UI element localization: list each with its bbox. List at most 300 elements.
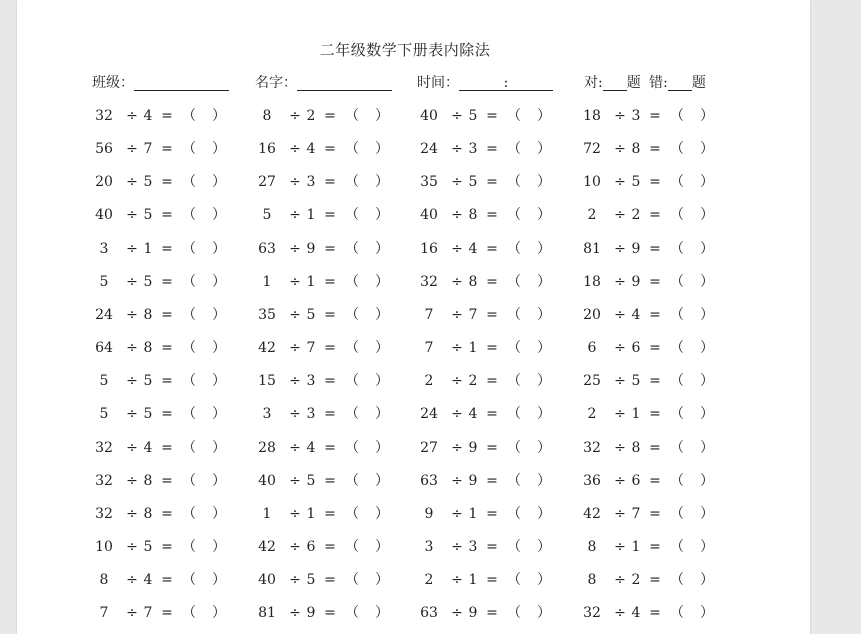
time-field (417, 73, 553, 93)
divisor: 3 (306, 373, 316, 390)
equals-sign: = (161, 373, 173, 390)
answer-close-paren: ） (375, 141, 389, 158)
divisor: 8 (631, 439, 641, 456)
equals-sign: = (324, 174, 336, 191)
answer-open-paren: （ (507, 605, 521, 622)
answer-open-paren: （ (345, 538, 359, 555)
answer-open-paren: （ (507, 207, 521, 224)
equals-sign: = (324, 572, 336, 589)
equals-sign: = (324, 306, 336, 323)
divide-sign: ÷ (451, 240, 463, 257)
equals-sign: = (649, 472, 661, 489)
answer-close-paren: ） (212, 605, 226, 622)
dividend: 8 (99, 572, 109, 589)
divisor: 7 (143, 605, 153, 622)
answer-close-paren: ） (700, 373, 714, 390)
answer-open-paren: （ (345, 406, 359, 423)
answer-open-paren: （ (345, 174, 359, 191)
equals-sign: = (161, 141, 173, 158)
divisor: 9 (468, 605, 478, 622)
answer-close-paren: ） (537, 505, 551, 522)
answer-open-paren: （ (345, 439, 359, 456)
divisor: 6 (631, 340, 641, 357)
answer-open-paren: （ (182, 505, 196, 522)
dividend: 32 (420, 273, 438, 290)
dividend: 32 (95, 505, 113, 522)
divide-sign: ÷ (289, 174, 301, 191)
answer-close-paren: ） (212, 439, 226, 456)
answer-close-paren: ） (700, 439, 714, 456)
dividend: 5 (99, 406, 109, 423)
dividend: 72 (583, 141, 601, 158)
answer-close-paren: ） (212, 174, 226, 191)
equals-sign: = (649, 207, 661, 224)
answer-open-paren: （ (670, 373, 684, 390)
answer-open-paren: （ (182, 306, 196, 323)
name-blank (297, 76, 392, 91)
divisor: 5 (306, 472, 316, 489)
divide-sign: ÷ (126, 373, 138, 390)
dividend: 40 (258, 572, 276, 589)
divide-sign: ÷ (289, 273, 301, 290)
dividend: 36 (583, 472, 601, 489)
answer-close-paren: ） (375, 472, 389, 489)
divide-sign: ÷ (289, 240, 301, 257)
equals-sign: = (649, 505, 661, 522)
answer-open-paren: （ (507, 108, 521, 124)
divide-sign: ÷ (614, 605, 626, 622)
correct-label: 对: (584, 75, 603, 91)
divide-sign: ÷ (126, 340, 138, 357)
answer-close-paren: ） (537, 538, 551, 555)
dividend: 27 (258, 174, 276, 191)
divisor: 5 (143, 373, 153, 390)
answer-open-paren: （ (345, 572, 359, 589)
divisor: 2 (306, 108, 316, 124)
answer-close-paren: ） (700, 605, 714, 622)
divide-sign: ÷ (451, 406, 463, 423)
divide-sign: ÷ (289, 340, 301, 357)
divide-sign: ÷ (614, 406, 626, 423)
answer-close-paren: ） (700, 240, 714, 257)
dividend: 81 (258, 605, 276, 622)
divisor: 4 (468, 406, 478, 423)
answer-close-paren: ） (212, 273, 226, 290)
divide-sign: ÷ (289, 472, 301, 489)
equals-sign: = (324, 472, 336, 489)
dividend: 10 (583, 174, 601, 191)
dividend: 1 (262, 505, 272, 522)
divisor: 6 (306, 538, 316, 555)
equals-sign: = (649, 538, 661, 555)
divisor: 2 (468, 373, 478, 390)
equals-sign: = (161, 605, 173, 622)
answer-open-paren: （ (182, 340, 196, 357)
divisor: 5 (143, 207, 153, 224)
equals-sign: = (649, 240, 661, 257)
divide-sign: ÷ (289, 572, 301, 589)
divisor: 8 (143, 340, 153, 357)
answer-close-paren: ） (375, 572, 389, 589)
equals-sign: = (486, 472, 498, 489)
equals-sign: = (161, 174, 173, 191)
dividend: 7 (424, 340, 434, 357)
answer-open-paren: （ (182, 273, 196, 290)
divide-sign: ÷ (614, 240, 626, 257)
dividend: 40 (95, 207, 113, 224)
answer-open-paren: （ (670, 174, 684, 191)
divide-sign: ÷ (126, 406, 138, 423)
equals-sign: = (324, 505, 336, 522)
divisor: 5 (306, 306, 316, 323)
divide-sign: ÷ (614, 373, 626, 390)
divisor: 8 (143, 306, 153, 323)
equals-sign: = (649, 406, 661, 423)
divisor: 9 (306, 240, 316, 257)
divisor: 5 (631, 373, 641, 390)
answer-close-paren: ） (537, 141, 551, 158)
divide-sign: ÷ (126, 538, 138, 555)
divisor: 1 (306, 273, 316, 290)
divide-sign: ÷ (451, 273, 463, 290)
equals-sign: = (486, 505, 498, 522)
divisor: 1 (631, 406, 641, 423)
divide-sign: ÷ (614, 174, 626, 191)
dividend: 32 (583, 439, 601, 456)
time-blank-hours (459, 76, 500, 91)
answer-open-paren: （ (345, 141, 359, 158)
answer-open-paren: （ (345, 108, 359, 124)
answer-close-paren: ） (375, 108, 389, 124)
divide-sign: ÷ (126, 505, 138, 522)
divide-sign: ÷ (289, 505, 301, 522)
divide-sign: ÷ (126, 207, 138, 224)
answer-close-paren: ） (212, 572, 226, 589)
answer-close-paren: ） (537, 273, 551, 290)
dividend: 32 (95, 439, 113, 456)
dividend: 81 (583, 240, 601, 257)
divisor: 3 (468, 141, 478, 158)
equals-sign: = (486, 240, 498, 257)
answer-open-paren: （ (182, 108, 196, 124)
answer-close-paren: ） (700, 472, 714, 489)
equals-sign: = (161, 306, 173, 323)
dividend: 7 (99, 605, 109, 622)
dividend: 40 (420, 207, 438, 224)
equals-sign: = (486, 306, 498, 323)
divisor: 1 (468, 572, 478, 589)
answer-open-paren: （ (507, 505, 521, 522)
dividend: 2 (587, 207, 597, 224)
answer-open-paren: （ (507, 538, 521, 555)
answer-open-paren: （ (507, 373, 521, 390)
equals-sign: = (161, 505, 173, 522)
equals-sign: = (161, 240, 173, 257)
equals-sign: = (161, 207, 173, 224)
equals-sign: = (324, 538, 336, 555)
divide-sign: ÷ (614, 340, 626, 357)
answer-open-paren: （ (182, 605, 196, 622)
answer-close-paren: ） (212, 240, 226, 257)
divide-sign: ÷ (614, 538, 626, 555)
equals-sign: = (486, 141, 498, 158)
answer-close-paren: ） (375, 538, 389, 555)
answer-close-paren: ） (375, 439, 389, 456)
equals-sign: = (161, 439, 173, 456)
divisor: 3 (306, 406, 316, 423)
answer-close-paren: ） (700, 141, 714, 158)
answer-close-paren: ） (212, 340, 226, 357)
dividend: 24 (420, 141, 438, 158)
dividend: 40 (258, 472, 276, 489)
answer-close-paren: ） (700, 174, 714, 191)
divide-sign: ÷ (614, 141, 626, 158)
divisor: 4 (631, 306, 641, 323)
answer-close-paren: ） (375, 373, 389, 390)
answer-open-paren: （ (507, 306, 521, 323)
answer-close-paren: ） (700, 306, 714, 323)
answer-open-paren: （ (670, 472, 684, 489)
answer-open-paren: （ (182, 174, 196, 191)
equals-sign: = (649, 141, 661, 158)
dividend: 24 (95, 306, 113, 323)
divisor: 5 (143, 273, 153, 290)
dividend: 10 (95, 538, 113, 555)
equals-sign: = (649, 439, 661, 456)
dividend: 5 (99, 273, 109, 290)
answer-close-paren: ） (212, 406, 226, 423)
divide-sign: ÷ (614, 108, 626, 124)
divisor: 8 (468, 273, 478, 290)
dividend: 9 (424, 505, 434, 522)
divisor: 1 (468, 505, 478, 522)
equals-sign: = (324, 373, 336, 390)
answer-open-paren: （ (670, 273, 684, 290)
equals-sign: = (486, 174, 498, 191)
dividend: 5 (99, 373, 109, 390)
answer-close-paren: ） (700, 538, 714, 555)
equals-sign: = (649, 174, 661, 191)
answer-close-paren: ） (212, 207, 226, 224)
answer-open-paren: （ (182, 572, 196, 589)
answer-close-paren: ） (700, 108, 714, 124)
dividend: 1 (262, 273, 272, 290)
answer-open-paren: （ (182, 439, 196, 456)
dividend: 56 (95, 141, 113, 158)
dividend: 18 (583, 273, 601, 290)
answer-open-paren: （ (507, 439, 521, 456)
answer-open-paren: （ (507, 174, 521, 191)
equals-sign: = (486, 207, 498, 224)
divide-sign: ÷ (126, 141, 138, 158)
dividend: 2 (424, 572, 434, 589)
class-label: 班级： (92, 75, 134, 91)
divisor: 4 (143, 108, 153, 124)
answer-open-paren: （ (345, 207, 359, 224)
dividend: 32 (95, 108, 113, 124)
answer-open-paren: （ (670, 439, 684, 456)
wrong-label: 错: (649, 75, 668, 91)
dividend: 42 (583, 505, 601, 522)
divisor: 1 (631, 538, 641, 555)
divide-sign: ÷ (126, 306, 138, 323)
divisor: 1 (468, 340, 478, 357)
equals-sign: = (161, 472, 173, 489)
divide-sign: ÷ (451, 538, 463, 555)
dividend: 18 (583, 108, 601, 124)
answer-open-paren: （ (182, 538, 196, 555)
divide-sign: ÷ (451, 306, 463, 323)
answer-close-paren: ） (212, 472, 226, 489)
answer-open-paren: （ (345, 273, 359, 290)
dividend: 2 (424, 373, 434, 390)
answer-close-paren: ） (537, 240, 551, 257)
answer-open-paren: （ (182, 207, 196, 224)
equals-sign: = (161, 538, 173, 555)
name-label: 名字： (255, 75, 297, 91)
answer-close-paren: ） (537, 605, 551, 622)
divisor: 9 (306, 605, 316, 622)
answer-open-paren: （ (670, 240, 684, 257)
divide-sign: ÷ (289, 439, 301, 456)
equals-sign: = (649, 273, 661, 290)
time-label: 时间： (417, 75, 459, 91)
answer-open-paren: （ (345, 472, 359, 489)
equals-sign: = (324, 240, 336, 257)
dividend: 64 (95, 340, 113, 357)
answer-close-paren: ） (537, 472, 551, 489)
divisor: 5 (143, 538, 153, 555)
divisor: 5 (143, 406, 153, 423)
divide-sign: ÷ (451, 572, 463, 589)
answer-close-paren: ） (537, 373, 551, 390)
divisor: 5 (631, 174, 641, 191)
divisor: 9 (631, 240, 641, 257)
answer-open-paren: （ (670, 605, 684, 622)
answer-open-paren: （ (345, 505, 359, 522)
answer-open-paren: （ (182, 373, 196, 390)
answer-close-paren: ） (212, 505, 226, 522)
divide-sign: ÷ (289, 207, 301, 224)
dividend: 2 (587, 406, 597, 423)
dividend: 16 (420, 240, 438, 257)
divide-sign: ÷ (614, 505, 626, 522)
dividend: 20 (583, 306, 601, 323)
divide-sign: ÷ (126, 108, 138, 124)
answer-open-paren: （ (507, 472, 521, 489)
equals-sign: = (486, 340, 498, 357)
equals-sign: = (486, 273, 498, 290)
wrong-blank (668, 76, 692, 91)
answer-close-paren: ） (537, 108, 551, 124)
equals-sign: = (161, 108, 173, 124)
answer-open-paren: （ (670, 538, 684, 555)
divisor: 4 (468, 240, 478, 257)
dividend: 32 (95, 472, 113, 489)
dividend: 3 (262, 406, 272, 423)
dividend: 7 (424, 306, 434, 323)
dividend: 3 (99, 240, 109, 257)
dividend: 42 (258, 538, 276, 555)
answer-open-paren: （ (507, 273, 521, 290)
divide-sign: ÷ (126, 472, 138, 489)
equals-sign: = (649, 572, 661, 589)
divide-sign: ÷ (126, 572, 138, 589)
worksheet-page (17, 0, 810, 634)
answer-open-paren: （ (507, 340, 521, 357)
dividend: 3 (424, 538, 434, 555)
divide-sign: ÷ (451, 141, 463, 158)
correct-unit: 题 (626, 75, 641, 91)
equals-sign: = (649, 108, 661, 124)
divide-sign: ÷ (451, 373, 463, 390)
dividend: 5 (262, 207, 272, 224)
answer-open-paren: （ (345, 373, 359, 390)
divisor: 2 (631, 207, 641, 224)
answer-open-paren: （ (507, 406, 521, 423)
wrong-unit: 题 (691, 75, 706, 91)
equals-sign: = (649, 605, 661, 622)
dividend: 28 (258, 439, 276, 456)
divisor: 1 (306, 207, 316, 224)
divide-sign: ÷ (289, 605, 301, 622)
divisor: 3 (306, 174, 316, 191)
divisor: 1 (143, 240, 153, 257)
divide-sign: ÷ (614, 306, 626, 323)
answer-close-paren: ） (700, 273, 714, 290)
divide-sign: ÷ (614, 472, 626, 489)
answer-close-paren: ） (537, 174, 551, 191)
divisor: 8 (143, 505, 153, 522)
answer-close-paren: ） (375, 273, 389, 290)
answer-open-paren: （ (345, 605, 359, 622)
dividend: 20 (95, 174, 113, 191)
answer-open-paren: （ (670, 306, 684, 323)
divide-sign: ÷ (289, 406, 301, 423)
answer-open-paren: （ (182, 141, 196, 158)
divisor: 9 (468, 472, 478, 489)
correct-blank (603, 76, 627, 91)
answer-open-paren: （ (670, 141, 684, 158)
dividend: 35 (258, 306, 276, 323)
answer-close-paren: ） (375, 174, 389, 191)
dividend: 63 (258, 240, 276, 257)
divisor: 5 (468, 108, 478, 124)
answer-close-paren: ） (375, 306, 389, 323)
answer-close-paren: ） (537, 406, 551, 423)
answer-open-paren: （ (670, 108, 684, 124)
divisor: 9 (468, 439, 478, 456)
class-field (92, 73, 229, 93)
answer-close-paren: ） (700, 207, 714, 224)
divide-sign: ÷ (451, 340, 463, 357)
answer-close-paren: ） (212, 373, 226, 390)
answer-open-paren: （ (670, 572, 684, 589)
dividend: 63 (420, 472, 438, 489)
score-field (584, 73, 706, 93)
equals-sign: = (161, 406, 173, 423)
answer-open-paren: （ (507, 141, 521, 158)
answer-close-paren: ） (537, 340, 551, 357)
equals-sign: = (649, 306, 661, 323)
divisor: 4 (306, 141, 316, 158)
answer-close-paren: ） (375, 605, 389, 622)
answer-open-paren: （ (670, 207, 684, 224)
divisor: 2 (631, 572, 641, 589)
time-blank-minutes (512, 76, 553, 91)
divisor: 7 (468, 306, 478, 323)
divide-sign: ÷ (126, 439, 138, 456)
